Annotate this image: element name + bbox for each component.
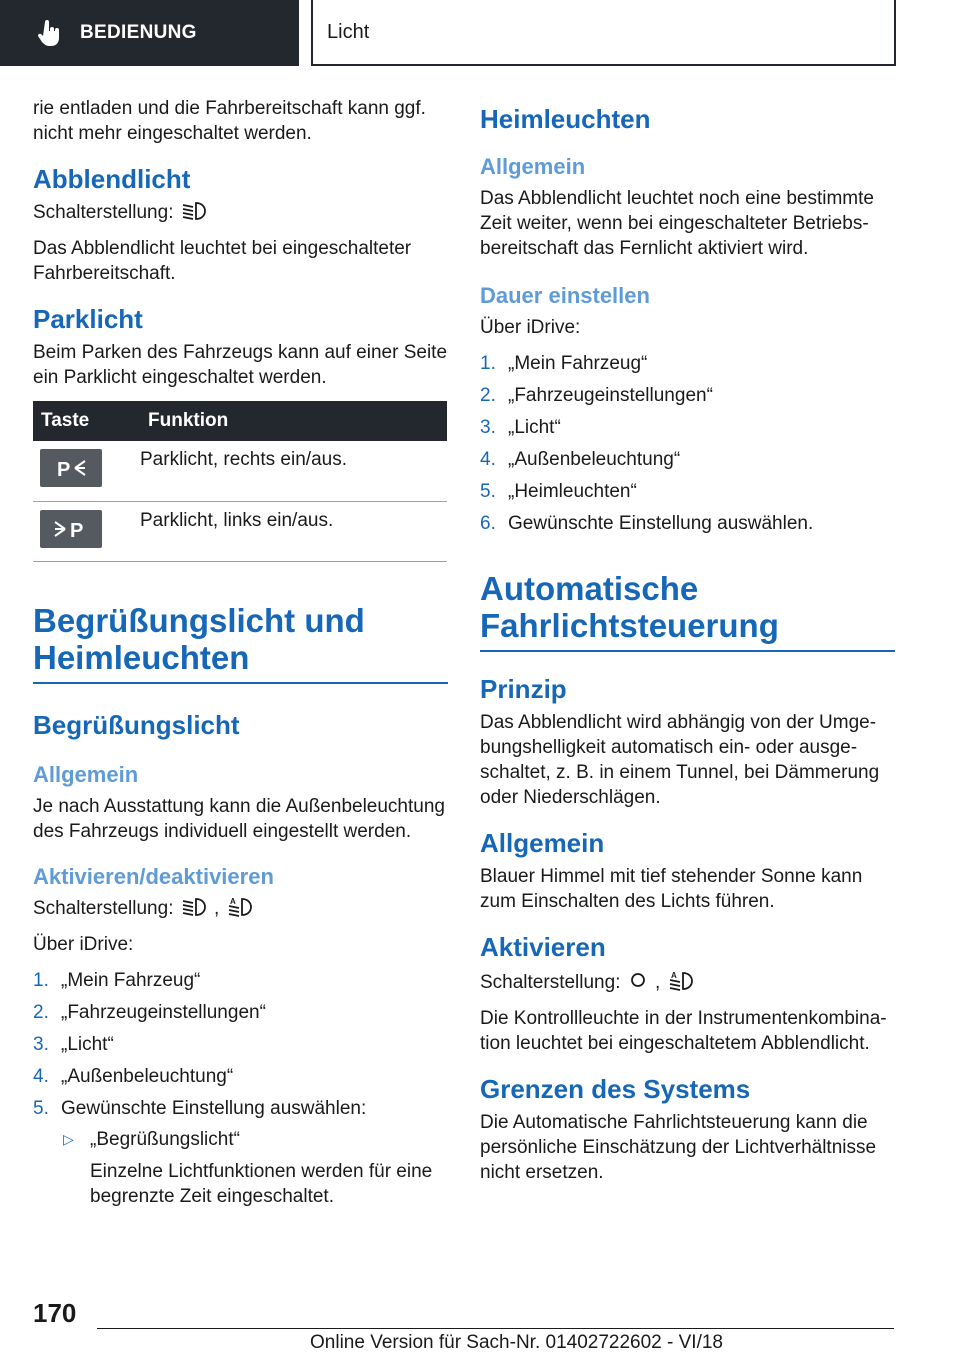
aktivieren-text: Die Kontrollleuchte in der Instrumentenkombination leuchtet bei eingeschaltetem Abblendlicht. bbox=[480, 1008, 887, 1054]
allgemein2-text: Blauer Himmel mit tief stehender Sonne kann zum Einschalten des Lichts führen. bbox=[480, 866, 863, 912]
intro-paragraph: rie entladen und die Fahrbereitschaft kann ggf. nicht mehr eingeschaltet werden. bbox=[33, 98, 426, 144]
table-row bbox=[33, 441, 447, 501]
list-item: 2. „Fahrzeugeinstellungen“ bbox=[480, 385, 713, 406]
page-header bbox=[0, 0, 960, 66]
chapter-label: Licht bbox=[327, 20, 370, 43]
heimleuchten-allgemein-text: Das Abblendlicht leuchtet noch eine bestimmte Zeit weiter, wenn bei eingeschalteter Betriebsbereitschaft das Fernlicht aktiviert wird. bbox=[480, 188, 874, 259]
aktivieren-deaktivieren-heading: Aktivieren/deaktivieren bbox=[33, 863, 274, 889]
parklicht-heading: Parklicht bbox=[33, 304, 143, 334]
svg-text:P: P bbox=[57, 459, 71, 481]
begruessungslicht-heading: Begrüßungslicht bbox=[33, 709, 240, 740]
table-row bbox=[33, 501, 447, 561]
right-column bbox=[480, 96, 895, 1196]
allgemein-heading: Allgemein bbox=[33, 761, 139, 787]
list-item: 4. „Außenbeleuchtung“ bbox=[33, 1065, 234, 1087]
list-item: 2. „Fahrzeugeinstellungen“ bbox=[33, 1001, 266, 1023]
allgemein-text: Je nach Ausstattung kann die Außenbeleuchtung des Fahrzeugs individuell eingestellt werden. bbox=[33, 795, 445, 842]
idrive-label: Über iDrive: bbox=[480, 317, 581, 338]
list-item: 5. Gewünschte Einstellung auswählen: ▷ „Begrüßungslicht“ Einzelne Lichtfunktionen werden für eine begrenzte Zeit eingeschaltet. bbox=[33, 1096, 448, 1209]
prinzip-text: Das Abblendlicht wird abhängig von der Umgebungshelligkeit automatisch ein- oder ausgeschaltet, z. B. in einem Tunnel, bei Dämmerung oder Niederschlägen. bbox=[480, 712, 880, 808]
auto-fahrlicht-chapter-heading: Automatische Fahrlichtsteuerung bbox=[480, 570, 895, 652]
hand-pointer-icon bbox=[36, 19, 64, 47]
auto-light-icon bbox=[668, 970, 694, 992]
table-head-key: Taste bbox=[33, 401, 140, 441]
parklicht-table bbox=[33, 401, 447, 562]
table-cell: Parklicht, links ein/aus. bbox=[140, 501, 447, 561]
parking-light-right-key-icon bbox=[40, 449, 102, 487]
table-head-function: Funktion bbox=[140, 401, 447, 441]
section-label: BEDIENUNG bbox=[80, 22, 197, 43]
low-beam-icon bbox=[181, 200, 207, 222]
list-item: 1. „Mein Fahrzeug“ bbox=[480, 353, 648, 374]
footer-divider bbox=[97, 1328, 894, 1329]
section-tab bbox=[0, 0, 299, 66]
page-number: 170 bbox=[33, 1298, 77, 1328]
aktivieren-switch-line: Schalterstellung: , A bbox=[33, 896, 448, 921]
allgemein-heading: Allgemein bbox=[480, 154, 586, 179]
grenzen-text: Die Automatische Fahrlichtsteuerung kann die persönliche Einschätzung der Lichtverhältnisse nicht ersetzen. bbox=[480, 1112, 877, 1183]
svg-text:P: P bbox=[70, 519, 84, 542]
list-item: 5. „Heimleuchten“ bbox=[480, 481, 637, 502]
auto-light-icon bbox=[227, 896, 253, 918]
abblendlicht-switch-line: Schalterstellung: bbox=[33, 200, 448, 225]
heimleuchten-heading: Heimleuchten bbox=[480, 104, 651, 134]
prinzip-heading: Prinzip bbox=[480, 674, 567, 704]
begruessung-chapter-heading: Begrüßungslicht und Heimleuchten bbox=[33, 602, 448, 684]
heimleuchten-steps-list bbox=[480, 351, 895, 536]
parking-light-left-key-icon bbox=[40, 510, 102, 548]
list-item: 3. „Licht“ bbox=[33, 1033, 114, 1055]
low-beam-icon bbox=[181, 896, 207, 918]
page-footer bbox=[0, 1290, 960, 1362]
grenzen-heading: Grenzen des Systems bbox=[480, 1074, 751, 1104]
svg-text:A: A bbox=[229, 896, 236, 906]
list-item: 3. „Licht“ bbox=[480, 417, 561, 438]
aktivieren-switch-line: Schalterstellung: , A bbox=[480, 968, 895, 995]
chapter-tab bbox=[311, 0, 896, 66]
list-item: 1. „Mein Fahrzeug“ bbox=[33, 969, 201, 991]
idrive-label: Über iDrive: bbox=[33, 933, 134, 955]
dauer-einstellen-heading: Dauer einstellen bbox=[480, 283, 650, 308]
left-column bbox=[33, 96, 448, 1217]
svg-text:A: A bbox=[670, 971, 677, 980]
aktivieren-heading: Aktivieren bbox=[480, 932, 606, 962]
sub-option: ▷ „Begrüßungslicht“ Einzelne Lichtfunktionen werden für eine begrenzte Zeit eingeschaltet. bbox=[63, 1128, 433, 1207]
parklicht-text: Beim Parken des Fahrzeugs kann auf einer Seite ein Parklicht eingeschaltet werden. bbox=[33, 342, 448, 388]
table-header-row bbox=[33, 401, 447, 441]
list-item: 6. Gewünschte Einstellung auswählen. bbox=[480, 513, 814, 534]
light-off-icon bbox=[628, 968, 648, 992]
list-item: 4. „Außenbeleuchtung“ bbox=[480, 449, 681, 470]
allgemein-heading: Allgemein bbox=[480, 828, 605, 858]
abblendlicht-text: Das Abblendlicht leuchtet bei eingeschalteter Fahrbereitschaft. bbox=[33, 238, 412, 284]
abblendlicht-heading: Abblendlicht bbox=[33, 164, 191, 194]
footer-version: Online Version für Sach-Nr. 01402722602 - VI/18 bbox=[310, 1332, 723, 1353]
begruessung-steps-list bbox=[33, 968, 448, 1209]
table-cell: Parklicht, rechts ein/aus. bbox=[140, 441, 447, 501]
triangle-bullet-icon: ▷ bbox=[63, 1130, 74, 1147]
